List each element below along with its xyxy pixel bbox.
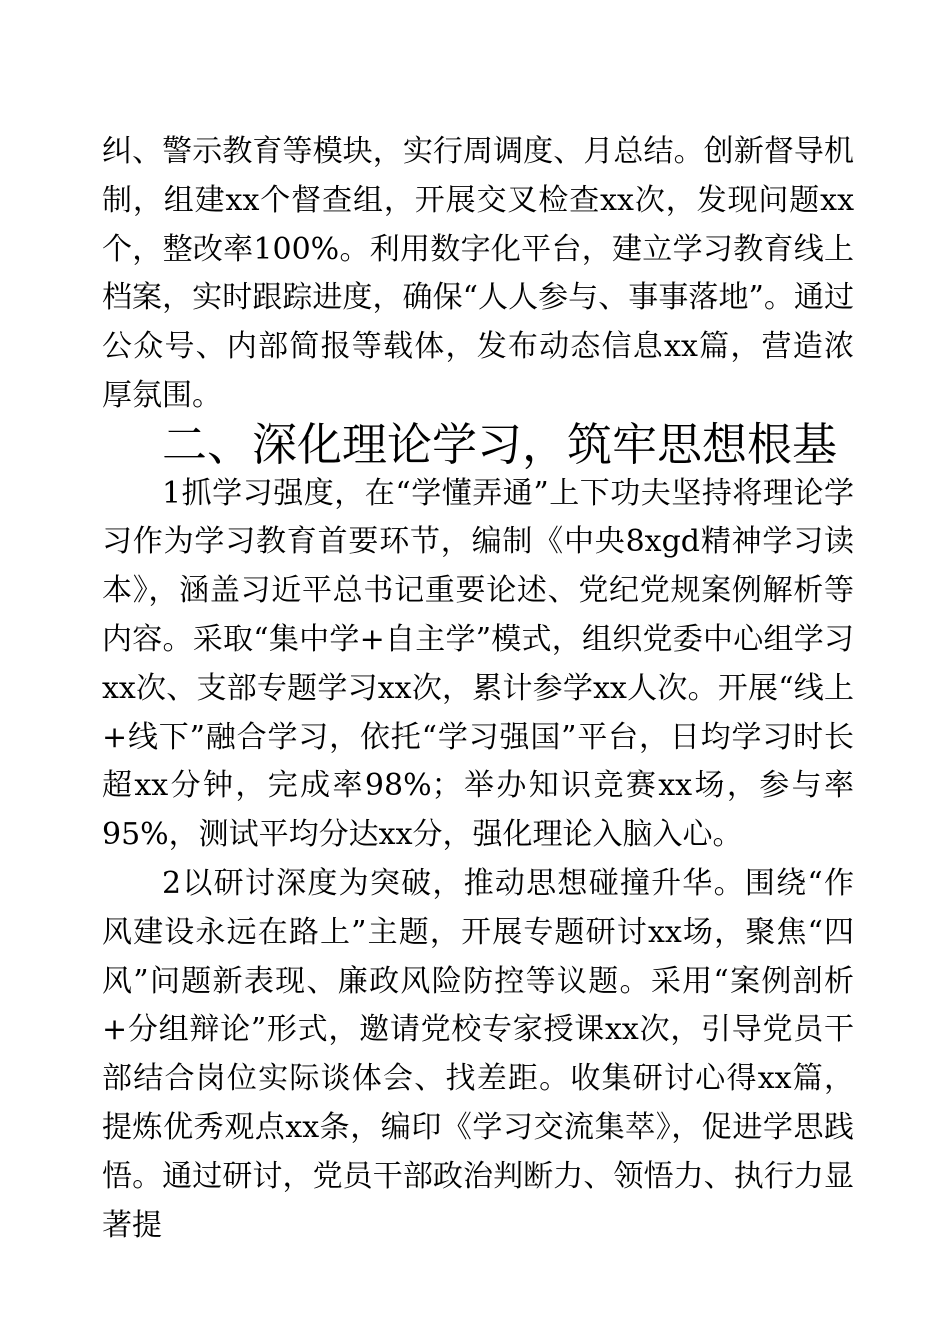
section-heading: 二、深化理论学习，筑牢思想根基 (162, 417, 838, 471)
continuation-paragraph: 纠、警示教育等模块，实行周调度、月总结。创新督导机制，组建xx个督查组，开展交叉检查xx次，发现问题xx个，整改率100%。利用数字化平台，建立学习教育线上档案，实时跟踪进度，确保“人人参与、事事落地”。通过公众号、内部简报等载体，发布动态信息xx篇，营造浓厚氛围。 (102, 134, 854, 413)
document-page (102, 128, 854, 1250)
body-paragraph-1: 1抓学习强度，在“学懂弄通”上下功夫坚持将理论学习作为学习教育首要环节，编制《中央8xgd精神学习读本》，涵盖习近平总书记重要论述、党纪党规案例解析等内容。采取“集中学+自主学”模式，组织党委中心组学习xx次、支部专题学习xx次，累计参学xx人次。开展“线上+线下”融合学习，依托“学习强国”平台，日均学习时长超xx分钟，完成率98%；举办知识竞赛xx场，参与率95%，测试平均分达xx分，强化理论入脑入心。 (102, 475, 854, 853)
body-paragraph-2: 2以研讨深度为突破，推动思想碰撞升华。围绕“作风建设永远在路上”主题，开展专题研讨xx场，聚焦“四风”问题新表现、廉政风险防控等议题。采用“案例剖析+分组辩论”形式，邀请党校专家授课xx次，引导党员干部结合岗位实际谈体会、找差距。收集研讨心得xx篇，提炼优秀观点xx条，编印《学习交流集萃》，促进学思践悟。通过研讨，党员干部政治判断力、领悟力、执行力显著提 (102, 865, 854, 1243)
